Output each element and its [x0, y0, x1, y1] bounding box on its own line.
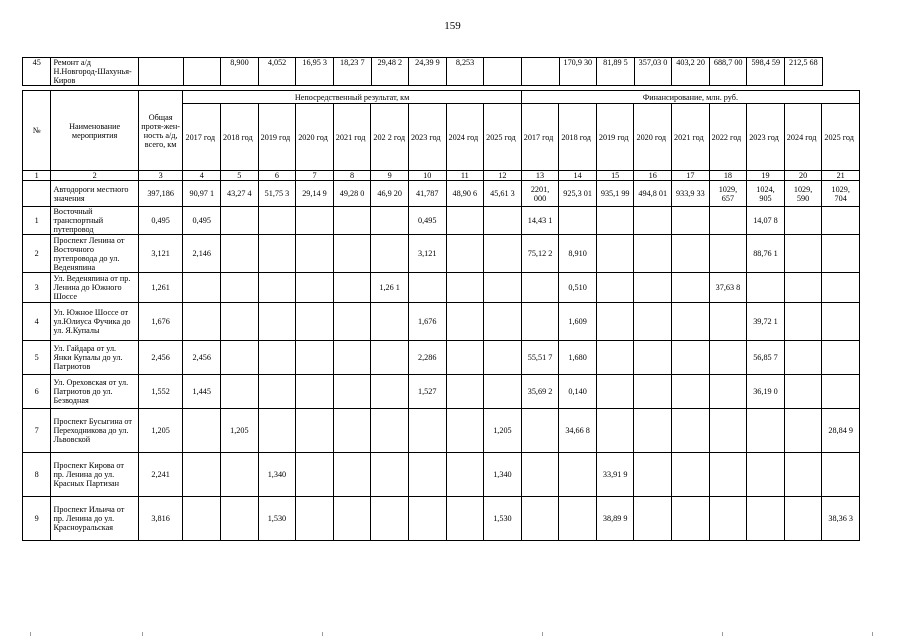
value-cell	[822, 453, 860, 497]
value-cell	[672, 497, 710, 541]
value-cell	[183, 273, 221, 303]
column-number-cell: 14	[559, 171, 597, 181]
value-cell	[709, 453, 747, 497]
column-number-cell: 12	[484, 171, 522, 181]
column-number-cell: 6	[258, 171, 296, 181]
value-cell	[221, 453, 259, 497]
value-cell	[521, 409, 559, 453]
value-cell: 1,680	[559, 341, 597, 375]
value-cell	[371, 341, 409, 375]
header-no: №	[23, 91, 51, 171]
value-cell	[296, 235, 334, 273]
row-number-cell: 45	[23, 58, 51, 86]
value-cell: 43,27 4	[221, 181, 259, 207]
row-number-cell: 3	[23, 273, 51, 303]
table-row	[23, 303, 860, 341]
value-cell	[672, 453, 710, 497]
row-length-cell: 1,261	[138, 273, 183, 303]
value-cell	[484, 235, 522, 273]
value-cell: 24,39 9	[409, 58, 447, 86]
value-cell	[296, 341, 334, 375]
row-name-cell: Ремонт а/д Н.Новгород-Шахунья-Киров	[51, 58, 138, 86]
row-number-cell: 7	[23, 409, 51, 453]
value-cell	[784, 409, 822, 453]
value-cell	[596, 375, 634, 409]
row-number-cell	[23, 181, 51, 207]
value-cell	[371, 207, 409, 235]
value-cell	[822, 235, 860, 273]
value-cell	[408, 409, 446, 453]
value-cell: 18,23 7	[333, 58, 371, 86]
column-number-cell: 2	[51, 171, 138, 181]
value-cell	[634, 341, 672, 375]
value-cell: 1,530	[258, 497, 296, 541]
column-number-cell: 10	[408, 171, 446, 181]
value-cell: 1,609	[559, 303, 597, 341]
value-cell	[446, 497, 484, 541]
row-length-cell: 1,552	[138, 375, 183, 409]
value-cell	[822, 303, 860, 341]
value-cell	[822, 273, 860, 303]
value-cell: 35,69 2	[521, 375, 559, 409]
value-cell	[672, 235, 710, 273]
value-cell: 2,146	[183, 235, 221, 273]
row-name-cell: Восточный транспортный путепровод	[51, 207, 138, 235]
header-result: Непосредственный результат, км	[183, 91, 521, 104]
row-number-cell: 9	[23, 497, 51, 541]
value-cell: 41,787	[408, 181, 446, 207]
value-cell: 38,36 3	[822, 497, 860, 541]
value-cell	[634, 375, 672, 409]
value-cell	[747, 453, 785, 497]
value-cell	[784, 303, 822, 341]
value-cell	[258, 273, 296, 303]
value-cell	[521, 273, 559, 303]
row-name-cell: Проспект Ленина от Восточного путепровода до ул. Веденяпина	[51, 235, 138, 273]
row-length-cell: 1,205	[138, 409, 183, 453]
year-header-result: 202 2 год	[371, 104, 409, 171]
table-row	[23, 453, 860, 497]
value-cell: 1024, 905	[747, 181, 785, 207]
value-cell: 925,3 01	[559, 181, 597, 207]
value-cell: 1,445	[183, 375, 221, 409]
table-row	[23, 273, 860, 303]
header-name: Наименование мероприятия	[51, 91, 138, 171]
value-cell	[634, 303, 672, 341]
value-cell	[333, 235, 371, 273]
header-length: Общая протя-жен-ность а/д, всего, км	[138, 91, 183, 171]
value-cell	[709, 235, 747, 273]
value-cell	[596, 409, 634, 453]
value-cell	[221, 497, 259, 541]
value-cell	[333, 453, 371, 497]
value-cell: 4,052	[258, 58, 296, 86]
value-cell: 38,89 9	[596, 497, 634, 541]
value-cell	[709, 375, 747, 409]
value-cell	[784, 235, 822, 273]
value-cell	[784, 207, 822, 235]
value-cell	[221, 375, 259, 409]
value-cell	[634, 497, 672, 541]
value-cell: 212,5 68	[785, 58, 823, 86]
value-cell: 28,84 9	[822, 409, 860, 453]
value-cell: 33,91 9	[596, 453, 634, 497]
year-header-result: 2024 год	[446, 104, 484, 171]
value-cell	[784, 453, 822, 497]
value-cell	[258, 207, 296, 235]
row-number-cell: 6	[23, 375, 51, 409]
row-number-cell: 8	[23, 453, 51, 497]
value-cell	[296, 375, 334, 409]
row-length-cell: 2,241	[138, 453, 183, 497]
column-number-cell: 11	[446, 171, 484, 181]
value-cell: 34,66 8	[559, 409, 597, 453]
column-number-cell: 19	[747, 171, 785, 181]
value-cell	[371, 453, 409, 497]
value-cell	[446, 273, 484, 303]
value-cell: 88,76 1	[747, 235, 785, 273]
year-header-finance: 2019 год	[596, 104, 634, 171]
value-cell: 90,97 1	[183, 181, 221, 207]
value-cell	[446, 303, 484, 341]
value-cell	[258, 235, 296, 273]
value-cell: 55,51 7	[521, 341, 559, 375]
row-length-cell: 3,121	[138, 235, 183, 273]
value-cell: 1,340	[484, 453, 522, 497]
column-number-cell: 3	[138, 171, 183, 181]
road-program-table	[22, 90, 860, 541]
value-cell	[709, 207, 747, 235]
value-cell: 49,28 0	[333, 181, 371, 207]
value-cell	[521, 497, 559, 541]
value-cell: 8,900	[221, 58, 259, 86]
row-number-cell: 2	[23, 235, 51, 273]
value-cell: 45,61 3	[484, 181, 522, 207]
value-cell: 1029, 657	[709, 181, 747, 207]
value-cell	[484, 58, 522, 86]
year-header-finance: 2023 год	[747, 104, 785, 171]
value-cell	[258, 375, 296, 409]
value-cell	[333, 303, 371, 341]
value-cell	[784, 375, 822, 409]
value-cell	[784, 497, 822, 541]
value-cell	[296, 497, 334, 541]
value-cell	[484, 303, 522, 341]
value-cell	[784, 341, 822, 375]
page-edge-marks	[22, 630, 882, 636]
column-number-cell: 17	[672, 171, 710, 181]
value-cell	[221, 341, 259, 375]
value-cell	[709, 341, 747, 375]
value-cell	[484, 341, 522, 375]
row-name-cell: Ул. Веденяпина от пр. Ленина до Южного Шоссе	[51, 273, 138, 303]
header-row-top	[23, 91, 860, 104]
value-cell	[446, 453, 484, 497]
year-header-result: 2017 год	[183, 104, 221, 171]
value-cell	[183, 303, 221, 341]
value-cell	[784, 273, 822, 303]
table-row	[23, 497, 860, 541]
year-header-result: 2023 год	[408, 104, 446, 171]
value-cell: 1029, 704	[822, 181, 860, 207]
table-row	[23, 235, 860, 273]
value-cell: 37,63 8	[709, 273, 747, 303]
row-name-cell: Автодороги местного значения	[51, 181, 138, 207]
value-cell	[221, 235, 259, 273]
value-cell	[672, 375, 710, 409]
year-header-finance: 2020 год	[634, 104, 672, 171]
value-cell	[709, 497, 747, 541]
value-cell	[333, 497, 371, 541]
value-cell	[446, 341, 484, 375]
value-cell	[672, 409, 710, 453]
value-cell	[333, 375, 371, 409]
value-cell	[634, 273, 672, 303]
value-cell: 8,253	[446, 58, 484, 86]
value-cell	[183, 497, 221, 541]
value-cell	[371, 375, 409, 409]
row-length-cell: 2,456	[138, 341, 183, 375]
column-number-cell: 4	[183, 171, 221, 181]
value-cell: 357,03 0	[634, 58, 672, 86]
value-cell: 8,910	[559, 235, 597, 273]
value-cell	[138, 58, 183, 86]
year-header-result: 2019 год	[258, 104, 296, 171]
value-cell	[596, 235, 634, 273]
table-row	[23, 409, 860, 453]
column-number-cell: 13	[521, 171, 559, 181]
value-cell: 2201, 000	[521, 181, 559, 207]
value-cell	[559, 453, 597, 497]
value-cell	[183, 58, 221, 86]
value-cell: 1,527	[408, 375, 446, 409]
value-cell	[446, 409, 484, 453]
value-cell	[371, 303, 409, 341]
column-number-cell: 9	[371, 171, 409, 181]
year-header-result: 2020 год	[296, 104, 334, 171]
header-finance: Финансирование, млн. руб.	[521, 91, 859, 104]
value-cell	[521, 58, 559, 86]
value-cell: 1,205	[221, 409, 259, 453]
value-cell: 0,140	[559, 375, 597, 409]
value-cell: 3,121	[408, 235, 446, 273]
value-cell	[446, 207, 484, 235]
value-cell	[408, 273, 446, 303]
row-number-cell: 4	[23, 303, 51, 341]
row-length-cell: 1,676	[138, 303, 183, 341]
value-cell	[258, 303, 296, 341]
value-cell	[183, 409, 221, 453]
value-cell: 36,19 0	[747, 375, 785, 409]
value-cell	[484, 273, 522, 303]
value-cell	[484, 207, 522, 235]
value-cell	[559, 207, 597, 235]
column-number-cell: 7	[296, 171, 334, 181]
row-name-cell: Ул. Гайдара от ул. Янки Купалы до ул. Патриотов	[51, 341, 138, 375]
value-cell	[408, 497, 446, 541]
value-cell: 170,9 30	[559, 58, 597, 86]
row-length-cell: 3,816	[138, 497, 183, 541]
year-header-finance: 2021 год	[672, 104, 710, 171]
value-cell: 494,8 01	[634, 181, 672, 207]
header-column-numbers-row	[23, 171, 860, 181]
value-cell: 0,495	[183, 207, 221, 235]
value-cell	[371, 235, 409, 273]
year-header-result: 2021 год	[333, 104, 371, 171]
value-cell	[634, 453, 672, 497]
value-cell: 46,9 20	[371, 181, 409, 207]
value-cell	[408, 453, 446, 497]
value-cell	[296, 303, 334, 341]
value-cell: 1,530	[484, 497, 522, 541]
value-cell	[333, 341, 371, 375]
value-cell	[709, 303, 747, 341]
value-cell	[822, 341, 860, 375]
column-number-cell: 20	[784, 171, 822, 181]
column-number-cell: 5	[221, 171, 259, 181]
value-cell	[221, 303, 259, 341]
value-cell	[672, 303, 710, 341]
value-cell: 14,07 8	[747, 207, 785, 235]
row-name-cell: Проспект Ильича от пр. Ленина до ул. Красноуральская	[51, 497, 138, 541]
value-cell	[521, 303, 559, 341]
value-cell: 14,43 1	[521, 207, 559, 235]
value-cell	[559, 497, 597, 541]
row-name-cell: Ул. Южное Шоссе от ул.Юлиуса Фучика до ул. Я.Купалы	[51, 303, 138, 341]
column-number-cell: 15	[596, 171, 634, 181]
value-cell: 1,205	[484, 409, 522, 453]
value-cell	[672, 341, 710, 375]
value-cell	[296, 273, 334, 303]
value-cell	[634, 207, 672, 235]
row-number-cell: 5	[23, 341, 51, 375]
value-cell	[296, 453, 334, 497]
value-cell: 0,495	[408, 207, 446, 235]
value-cell	[634, 409, 672, 453]
value-cell	[822, 207, 860, 235]
value-cell	[333, 273, 371, 303]
column-number-cell: 16	[634, 171, 672, 181]
value-cell: 1,26 1	[371, 273, 409, 303]
value-cell	[747, 273, 785, 303]
value-cell: 935,1 99	[596, 181, 634, 207]
value-cell	[296, 207, 334, 235]
value-cell	[371, 497, 409, 541]
value-cell: 48,90 6	[446, 181, 484, 207]
value-cell	[747, 409, 785, 453]
continuation-row-table	[22, 57, 860, 86]
value-cell	[446, 235, 484, 273]
row-name-cell: Проспект Бусыгина от Переходникова до ул. Львовской	[51, 409, 138, 453]
value-cell: 16,95 3	[296, 58, 334, 86]
value-cell	[221, 273, 259, 303]
table-row	[23, 58, 861, 86]
value-cell: 75,12 2	[521, 235, 559, 273]
row-name-cell: Проспект Кирова от пр. Ленина до ул. Красных Партизан	[51, 453, 138, 497]
value-cell: 0,510	[559, 273, 597, 303]
value-cell	[672, 207, 710, 235]
value-cell	[596, 273, 634, 303]
value-cell: 29,48 2	[371, 58, 409, 86]
value-cell: 688,7 00	[709, 58, 747, 86]
table-row	[23, 181, 860, 207]
table-row	[23, 375, 860, 409]
value-cell	[333, 409, 371, 453]
value-cell	[333, 207, 371, 235]
value-cell	[258, 409, 296, 453]
year-header-finance: 2024 год	[784, 104, 822, 171]
column-number-cell: 18	[709, 171, 747, 181]
value-cell: 81,89 5	[597, 58, 635, 86]
value-cell: 1029, 590	[784, 181, 822, 207]
column-number-cell: 21	[822, 171, 860, 181]
value-cell: 403,2 20	[672, 58, 710, 86]
value-cell: 29,14 9	[296, 181, 334, 207]
value-cell: 39,72 1	[747, 303, 785, 341]
value-cell	[258, 341, 296, 375]
row-length-cell: 397,186	[138, 181, 183, 207]
value-cell: 56,85 7	[747, 341, 785, 375]
value-cell	[484, 375, 522, 409]
value-cell	[747, 497, 785, 541]
value-cell: 598,4 59	[747, 58, 785, 86]
value-cell	[596, 341, 634, 375]
value-cell: 933,9 33	[672, 181, 710, 207]
value-cell	[634, 235, 672, 273]
value-cell	[296, 409, 334, 453]
value-cell	[183, 453, 221, 497]
value-cell	[371, 409, 409, 453]
value-cell	[672, 273, 710, 303]
value-cell	[709, 409, 747, 453]
row-length-cell: 0,495	[138, 207, 183, 235]
value-cell	[822, 375, 860, 409]
year-header-result: 2018 год	[221, 104, 259, 171]
value-cell	[596, 303, 634, 341]
row-number-cell: 1	[23, 207, 51, 235]
year-header-finance: 2017 год	[521, 104, 559, 171]
value-cell: 2,286	[408, 341, 446, 375]
value-cell: 1,676	[408, 303, 446, 341]
table-row	[23, 341, 860, 375]
value-cell	[596, 207, 634, 235]
column-number-cell: 8	[333, 171, 371, 181]
year-header-result: 2025 год	[484, 104, 522, 171]
value-cell	[446, 375, 484, 409]
value-cell: 51,75 3	[258, 181, 296, 207]
value-cell: 2,456	[183, 341, 221, 375]
year-header-finance: 2025 год	[822, 104, 860, 171]
value-cell: 1,340	[258, 453, 296, 497]
page-number: 159	[444, 20, 461, 32]
table-row	[23, 207, 860, 235]
value-cell	[221, 207, 259, 235]
year-header-finance: 2018 год	[559, 104, 597, 171]
row-name-cell: Ул. Ореховская от ул. Патриотов до ул. Безводная	[51, 375, 138, 409]
value-cell	[521, 453, 559, 497]
column-number-cell: 1	[23, 171, 51, 181]
year-header-finance: 2022 год	[709, 104, 747, 171]
